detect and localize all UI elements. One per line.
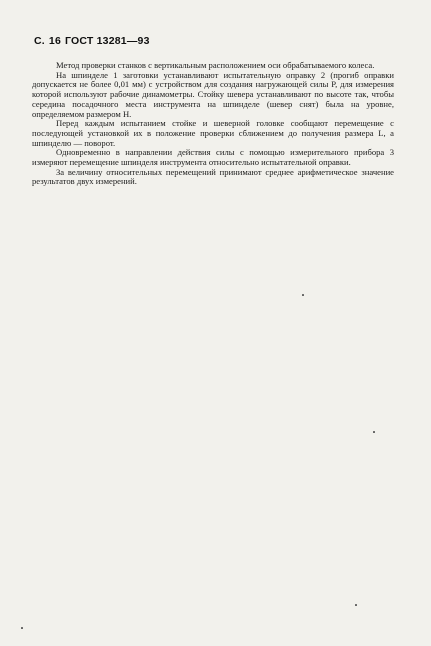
- speck: [21, 627, 23, 629]
- speck: [355, 604, 357, 606]
- speck: [302, 294, 304, 296]
- paragraph-method: Метод проверки станков с вертикальным расположением оси обрабатываемого колеса.: [56, 60, 375, 70]
- page-number: 16: [48, 35, 61, 47]
- paragraph-result: За величину относительных перемещений принимают среднее арифметическое значение результатов двух измерений.: [32, 166, 394, 187]
- body-text: [32, 61, 394, 187]
- paragraph-measurement: Одновременно в направлении действия силы с помощью измерительного прибора 3 измеряют перемещение шпинделя инструмента относительно испытательной оправки.: [32, 147, 394, 168]
- paragraph-before-test: Перед каждым испытанием стойке и шеверной головке сообщают перемещение с последующей установкой их в положение проверки сближением до получения размера L, а шпинделю — поворот.: [32, 118, 394, 148]
- page-header: [34, 35, 150, 47]
- header-prefix: С.: [34, 35, 45, 47]
- speck: [373, 431, 375, 433]
- standard-code: ГОСТ 13281—93: [65, 35, 150, 47]
- paragraph-setup: На шпинделе 1 заготовки устанавливают испытательную оправку 2 (прогиб оправки допускается не более 0,01 мм) с устройством для создания нагружающей силы P, для измерения которой используют рабочие динамометры. Стойку шевера устанавливают по высоте так, чтобы середина посадочного места инструмента на шпинделе (шевер снят) была на уровне, определяемом размером H.: [32, 69, 394, 119]
